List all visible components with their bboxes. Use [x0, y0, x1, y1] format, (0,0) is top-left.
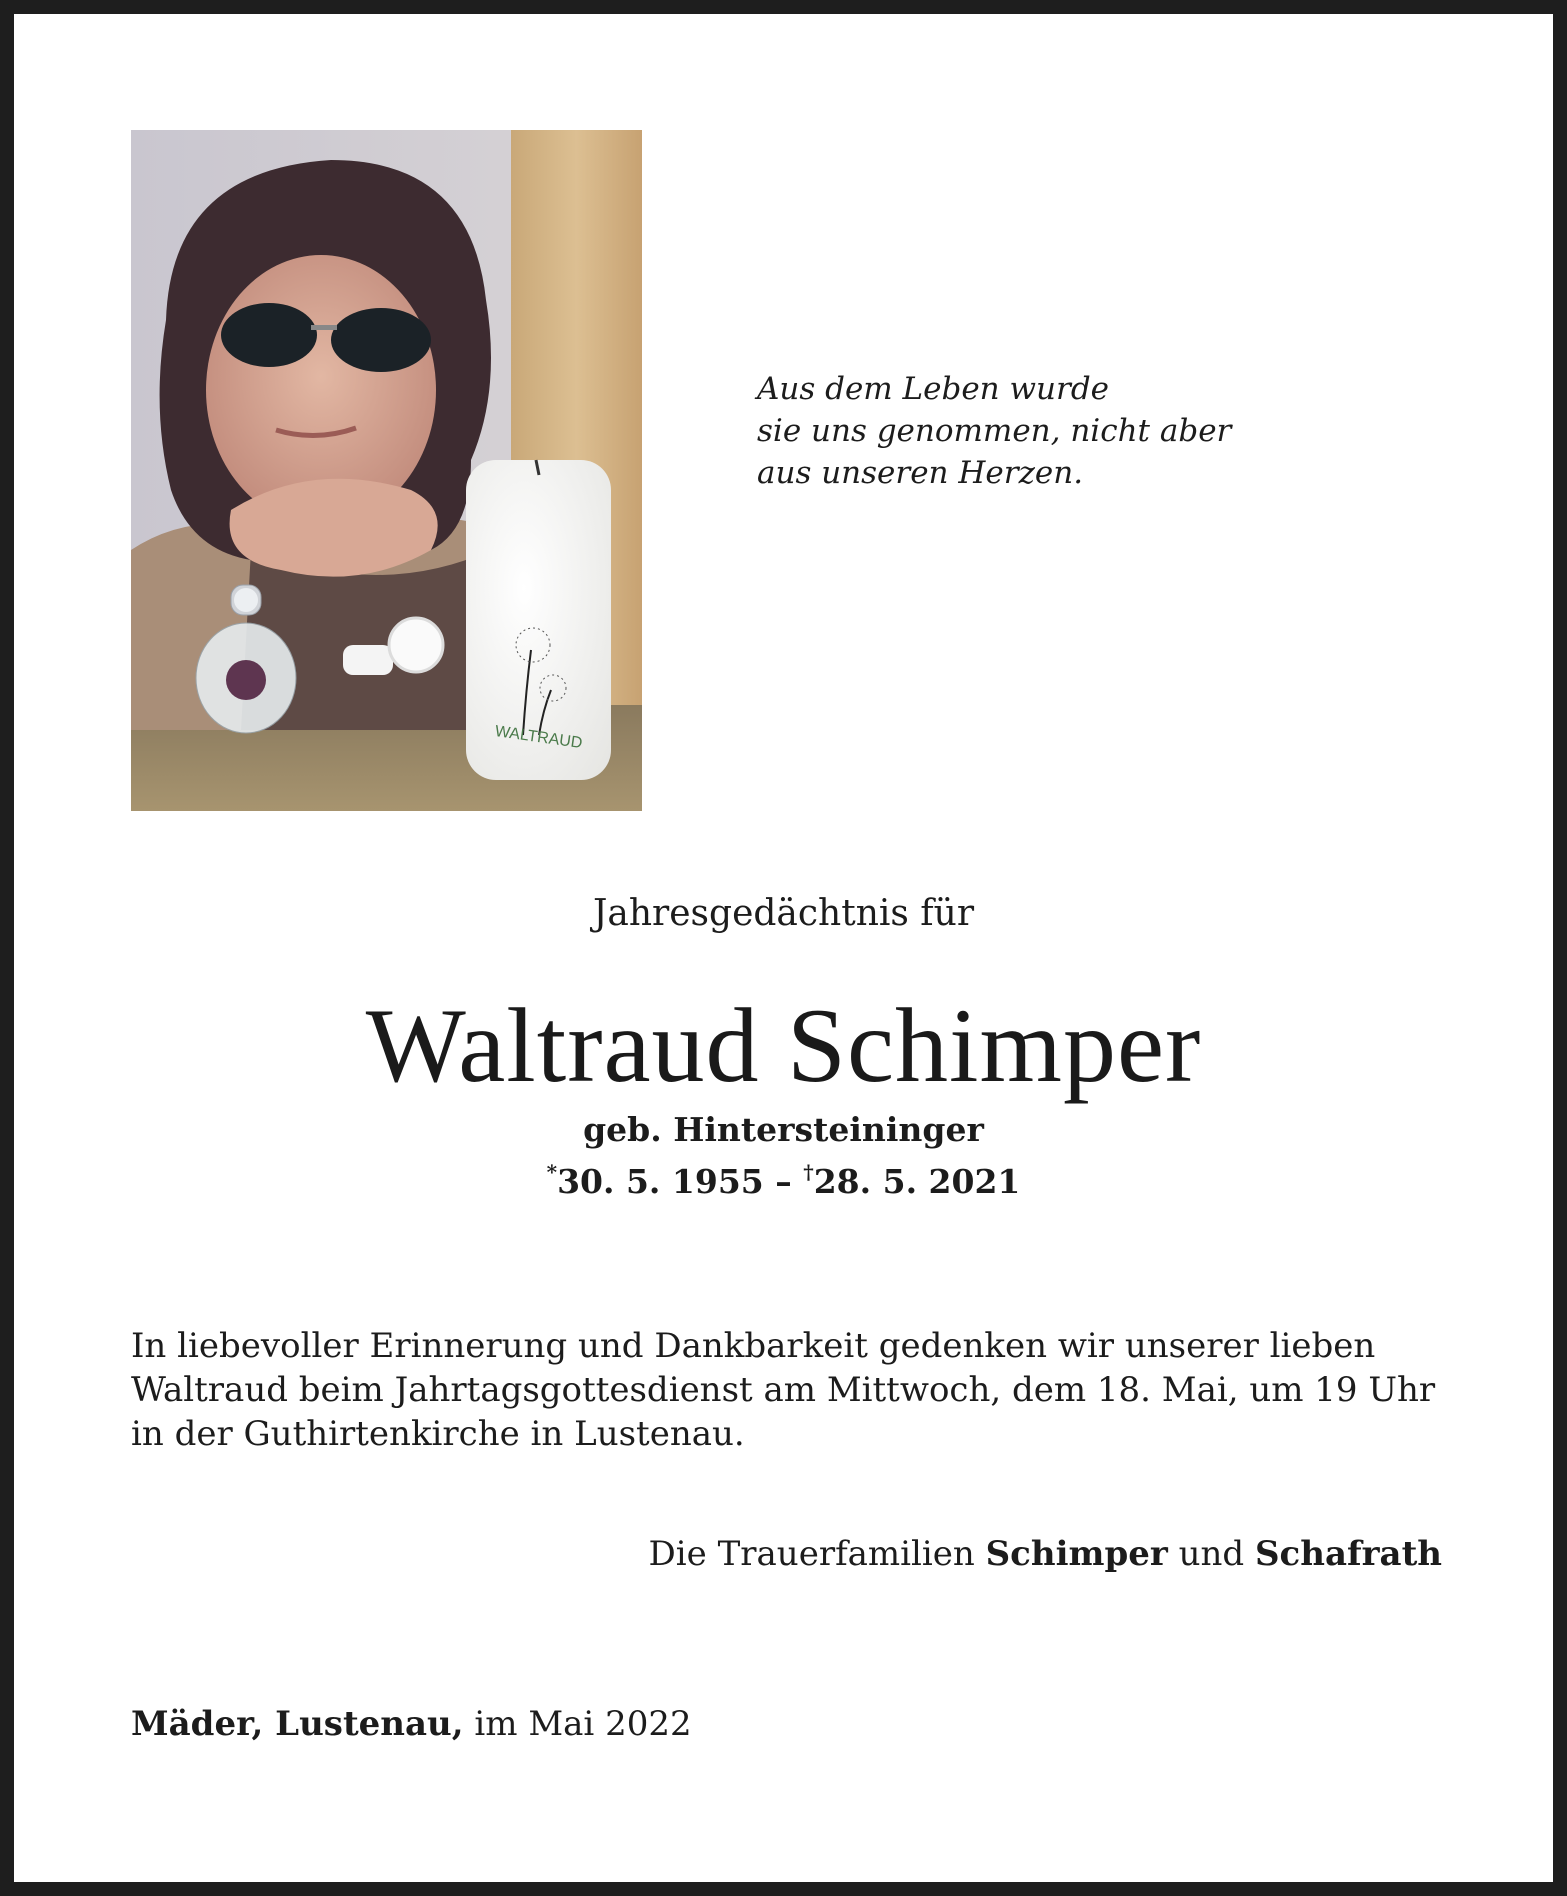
memorial-intro: Jahresgedächtnis für: [592, 893, 975, 934]
mourning-families: [649, 1532, 1442, 1576]
date-separator: –: [763, 1162, 804, 1201]
life-dates: [14, 1152, 1553, 1202]
death-symbol: †: [803, 1160, 814, 1184]
message-line-3: in der Guthirtenkirche in Lustenau.: [131, 1414, 745, 1454]
birth-date: 30. 5. 1955: [557, 1162, 764, 1201]
message-line-2: Waltraud beim Jahrtagsgottesdienst am Mittwoch, dem 18. Mai, um 19 Uhr: [131, 1370, 1436, 1410]
notice-date: im Mai 2022: [463, 1704, 692, 1744]
families-joiner: und: [1167, 1534, 1255, 1574]
death-date: 28. 5. 2021: [813, 1162, 1021, 1201]
quote-line-1: Aus dem Leben wurde: [757, 371, 1110, 407]
quote-line-3: aus unseren Herzen.: [757, 455, 1084, 491]
memorial-photo: [131, 130, 642, 811]
birth-symbol: *: [546, 1160, 558, 1184]
candle-label: WALTRAUD: [493, 723, 584, 753]
families-prefix: Die Trauerfamilien: [648, 1534, 986, 1574]
portrait-image: [131, 130, 642, 811]
place-locations: Mäder, Lustenau,: [131, 1704, 464, 1744]
place-and-date: [131, 1702, 692, 1746]
message-line-1: In liebevoller Erinnerung und Dankbarkeit gedenken wir unserer lieben: [131, 1326, 1376, 1366]
memorial-quote: [757, 368, 1231, 494]
maiden-name: geb. Hintersteininger: [583, 1110, 984, 1149]
memorial-message: [131, 1324, 1435, 1456]
family-name-2: Schafrath: [1255, 1534, 1442, 1574]
deceased-name: Waltraud Schimper: [365, 987, 1202, 1104]
quote-line-2: sie uns genommen, nicht aber: [757, 413, 1232, 449]
family-name-1: Schimper: [985, 1534, 1168, 1574]
